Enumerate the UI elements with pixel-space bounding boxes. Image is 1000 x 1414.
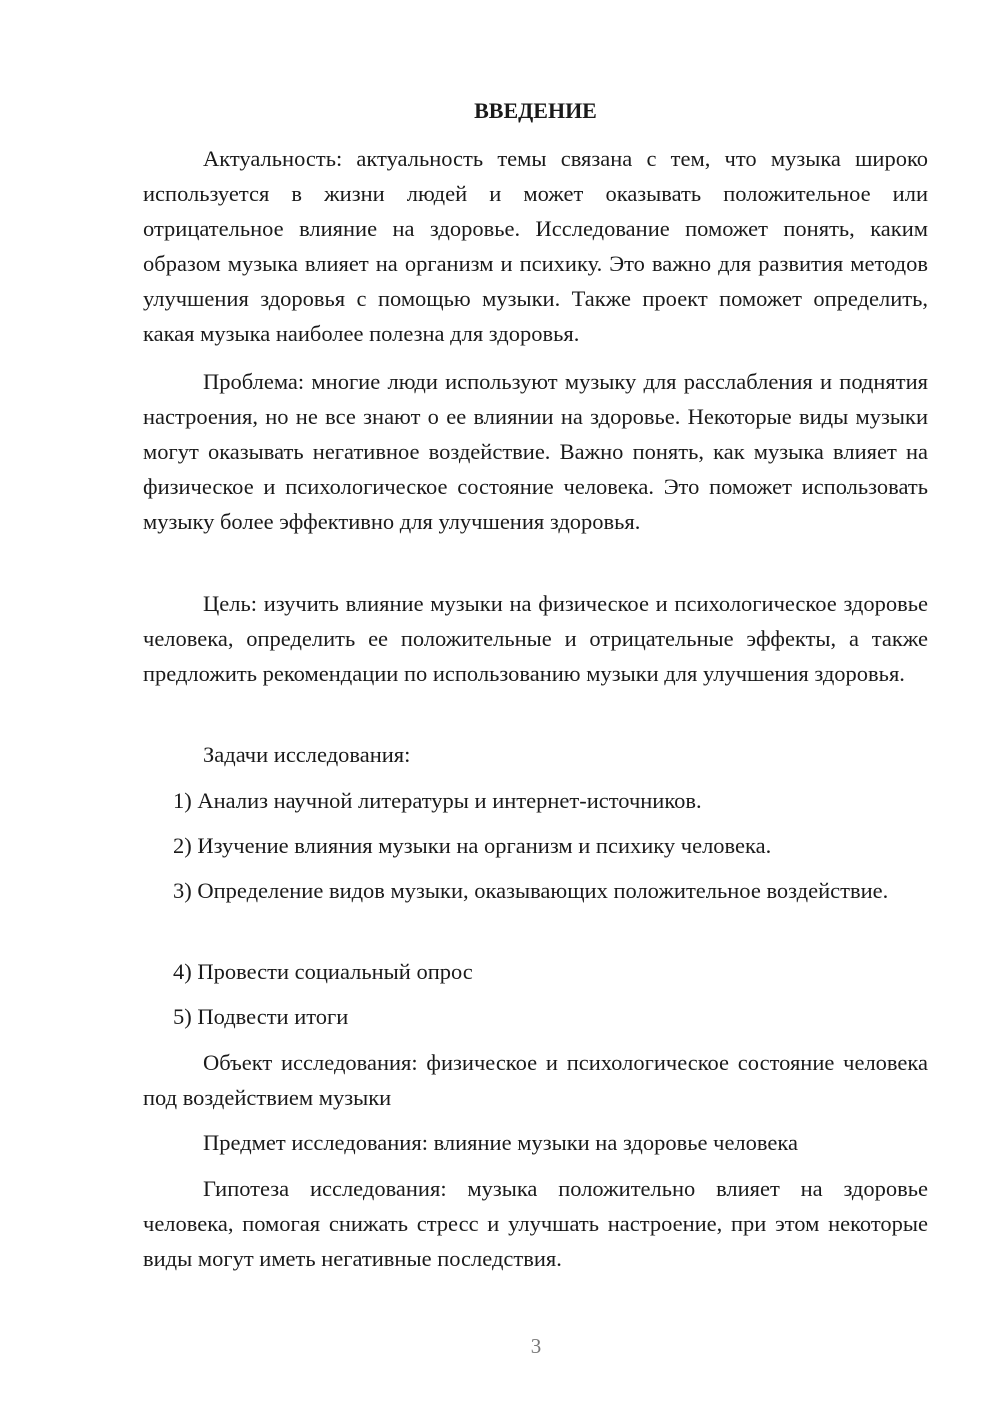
paragraph-subject: Предмет исследования: влияние музыки на здоровье человека xyxy=(203,1130,798,1155)
page-number: 3 xyxy=(530,1334,542,1358)
list-item-task-2: 2) Изучение влияния музыки на организм и психику человека. xyxy=(173,833,772,858)
list-item-task-5: 5) Подвести итоги xyxy=(173,1004,349,1029)
paragraph-hypothesis: Гипотеза исследования: музыка положительно влияет на здоровье человека, помогая снижать стресс и улучшать настроение, при этом некоторые виды могут иметь негативные последствия. xyxy=(143,1176,928,1271)
list-item-task-3: 3) Определение видов музыки, оказывающих положительное воздействие. xyxy=(173,878,889,903)
tasks-heading: Задачи исследования: xyxy=(203,742,411,767)
paragraph-goal: Цель: изучить влияние музыки на физическое и психологическое здоровье человека, определить ее положительные и отрицательные эффекты, а также предложить рекомендации по использованию музыки для улучшения здоровья. xyxy=(143,591,928,686)
paragraph-relevance: Актуальность: актуальность темы связана с тем, что музыка широко используется в жизни людей и может оказывать положительное или отрицательное влияние на здоровье. Исследование поможет понять, каким образом музыка влияет на организм и психику. Это важно для развития методов улучшения здоровья с помощью музыки. Также проект поможет определить, какая музыка наиболее полезна для здоровья. xyxy=(143,146,928,346)
list-item-task-1: 1) Анализ научной литературы и интернет-источников. xyxy=(173,788,702,813)
paragraph-object: Объект исследования: физическое и психологическое состояние человека под воздействием музыки xyxy=(143,1050,928,1110)
page-title: ВВЕДЕНИЕ xyxy=(474,98,597,123)
paragraph-problem: Проблема: многие люди используют музыку для расслабления и поднятия настроения, но не все знают о ее влиянии на здоровье. Некоторые виды музыки могут оказывать негативное воздействие. Важно понять, как музыка влияет на физическое и психологическое состояние человека. Это поможет использовать музыку более эффективно для улучшения здоровья. xyxy=(143,369,928,534)
list-item-task-4: 4) Провести социальный опрос xyxy=(173,959,473,984)
